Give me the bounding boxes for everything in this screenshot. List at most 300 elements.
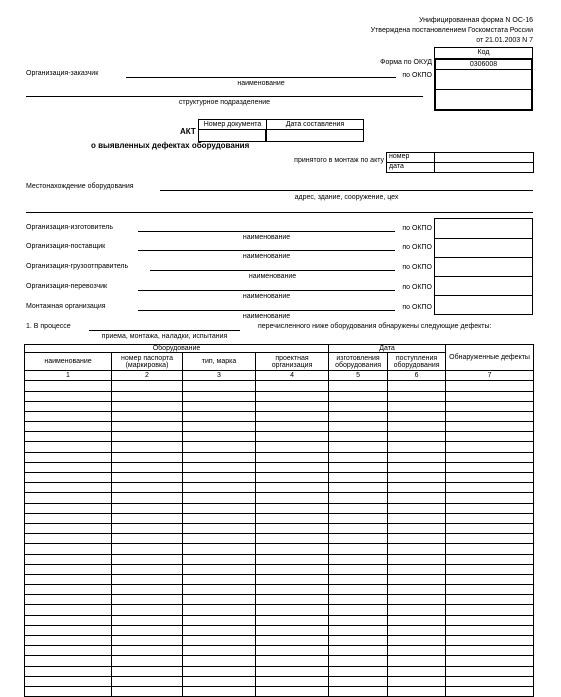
table-row (25, 666, 534, 676)
table-cell[interactable] (329, 513, 388, 523)
code-label: Код (477, 49, 490, 57)
customer-name-line[interactable] (126, 77, 396, 78)
table-cell[interactable] (329, 574, 388, 584)
table-cell[interactable] (25, 615, 112, 625)
table-cell[interactable] (183, 493, 256, 503)
doc-number-field[interactable] (199, 130, 267, 141)
table-cell[interactable] (25, 391, 112, 401)
install-number-field[interactable] (435, 153, 533, 162)
table-cell[interactable] (25, 686, 112, 696)
table-row (25, 605, 534, 615)
table-cell[interactable] (112, 432, 183, 442)
table-cell[interactable] (256, 605, 329, 615)
table-cell[interactable] (25, 646, 112, 656)
form-title: Унифицированная форма N ОС-16 (419, 17, 533, 24)
table-cell[interactable] (446, 473, 534, 483)
table-cell[interactable] (112, 442, 183, 452)
table-row (25, 442, 534, 452)
table-cell[interactable] (388, 493, 446, 503)
table-cell[interactable] (25, 636, 112, 646)
table-cell[interactable] (329, 534, 388, 544)
table-cell[interactable] (446, 534, 534, 544)
location-line[interactable] (160, 190, 533, 191)
table-cell[interactable] (25, 544, 112, 554)
install-date-field[interactable] (435, 163, 533, 172)
org-shipper-okpo-label: по ОКПО (402, 264, 432, 271)
table-cell[interactable] (256, 534, 329, 544)
table-cell[interactable] (446, 483, 534, 493)
table-cell[interactable] (329, 544, 388, 554)
table-cell[interactable] (256, 646, 329, 656)
table-cell[interactable] (256, 432, 329, 442)
table-cell[interactable] (112, 534, 183, 544)
table-cell[interactable] (112, 473, 183, 483)
customer-dept-line[interactable] (26, 96, 423, 97)
table-cell[interactable] (388, 513, 446, 523)
table-cell[interactable] (183, 605, 256, 615)
date-group-header: Дата (329, 345, 446, 353)
table-cell[interactable] (183, 646, 256, 656)
doc-number-header: Номер документа (199, 120, 267, 130)
table-cell[interactable] (388, 432, 446, 442)
table-cell[interactable] (183, 452, 256, 462)
org-manufacturer-label: Организация-изготовитель (26, 224, 113, 231)
table-row (25, 493, 534, 503)
table-cell[interactable] (183, 615, 256, 625)
act-subtitle: о выявленных дефектах оборудования (91, 141, 250, 150)
table-cell[interactable] (25, 473, 112, 483)
table-cell[interactable] (256, 615, 329, 625)
table-cell[interactable] (388, 656, 446, 666)
table-cell[interactable] (388, 585, 446, 595)
table-cell[interactable] (388, 411, 446, 421)
table-cell[interactable] (388, 595, 446, 605)
doc-date-header: Дата составления (267, 120, 363, 130)
table-cell[interactable] (25, 432, 112, 442)
table-cell[interactable] (329, 432, 388, 442)
table-cell[interactable] (256, 422, 329, 432)
defects-header: Обнаруженные дефекты (446, 345, 534, 371)
table-cell[interactable] (329, 564, 388, 574)
install-date-label: дата (389, 163, 404, 170)
table-cell[interactable] (446, 564, 534, 574)
table-cell[interactable] (446, 391, 534, 401)
table-cell[interactable] (256, 503, 329, 513)
table-cell[interactable] (388, 503, 446, 513)
table-cell[interactable] (25, 513, 112, 523)
table-cell[interactable] (446, 544, 534, 554)
table-cell[interactable] (329, 646, 388, 656)
table-cell[interactable] (112, 544, 183, 554)
table-cell[interactable] (256, 493, 329, 503)
org-okpo-divider (435, 238, 532, 239)
table-cell[interactable] (256, 595, 329, 605)
table-cell[interactable] (25, 422, 112, 432)
table-cell[interactable] (183, 534, 256, 544)
table-cell[interactable] (388, 554, 446, 564)
org-installer-caption: наименование (242, 313, 291, 320)
code-header-cell (434, 47, 533, 58)
approval-note: Утверждена постановлением Госкомстата России (370, 27, 533, 34)
table-cell[interactable] (183, 432, 256, 442)
table-row (25, 595, 534, 605)
table-row (25, 503, 534, 513)
table-cell[interactable] (388, 442, 446, 452)
table-cell[interactable] (25, 554, 112, 564)
org-installer-line[interactable] (138, 310, 395, 311)
col-passport-header: номер паспорта (маркировка) (112, 353, 183, 371)
table-cell[interactable] (25, 462, 112, 472)
table-cell[interactable] (256, 686, 329, 696)
table-cell[interactable] (183, 564, 256, 574)
table-cell[interactable] (329, 636, 388, 646)
col-number: 6 (388, 371, 446, 381)
table-cell[interactable] (25, 595, 112, 605)
table-cell[interactable] (446, 686, 534, 696)
table-cell[interactable] (112, 452, 183, 462)
table-cell[interactable] (256, 473, 329, 483)
table-cell[interactable] (112, 493, 183, 503)
table-cell[interactable] (112, 483, 183, 493)
table-cell[interactable] (388, 676, 446, 686)
org-manufacturer-line[interactable] (138, 231, 395, 232)
table-cell[interactable] (256, 656, 329, 666)
table-cell[interactable] (446, 462, 534, 472)
table-cell[interactable] (25, 523, 112, 533)
table-cell[interactable] (446, 554, 534, 564)
table-cell[interactable] (388, 544, 446, 554)
table-cell[interactable] (256, 442, 329, 452)
table-cell[interactable] (388, 625, 446, 635)
table-cell[interactable] (446, 574, 534, 584)
table-cell[interactable] (388, 391, 446, 401)
table-cell[interactable] (329, 625, 388, 635)
table-cell[interactable] (25, 585, 112, 595)
table-cell[interactable] (183, 513, 256, 523)
table-cell[interactable] (183, 676, 256, 686)
table-cell[interactable] (25, 411, 112, 421)
customer-dept-code[interactable] (436, 90, 531, 109)
table-cell[interactable] (25, 483, 112, 493)
table-cell[interactable] (388, 534, 446, 544)
table-row (25, 473, 534, 483)
table-row (25, 676, 534, 686)
table-cell[interactable] (446, 605, 534, 615)
table-row (25, 686, 534, 696)
org-carrier-okpo-label: по ОКПО (402, 284, 432, 291)
customer-label: Организация-заказчик (26, 70, 99, 77)
table-cell[interactable] (112, 574, 183, 584)
table-cell[interactable] (446, 401, 534, 411)
table-row (25, 625, 534, 635)
table-cell[interactable] (25, 442, 112, 452)
org-okpo-divider (435, 257, 532, 258)
col-type-header: тип, марка (183, 353, 256, 371)
table-cell[interactable] (329, 422, 388, 432)
table-cell[interactable] (329, 686, 388, 696)
table-cell[interactable] (183, 411, 256, 421)
okud-label: Форма по ОКУД (380, 59, 432, 66)
table-cell[interactable] (112, 686, 183, 696)
table-cell[interactable] (25, 676, 112, 686)
org-installer-okpo-label: по ОКПО (402, 304, 432, 311)
table-cell[interactable] (183, 523, 256, 533)
table-cell[interactable] (25, 625, 112, 635)
table-cell[interactable] (446, 646, 534, 656)
table-cell[interactable] (25, 452, 112, 462)
table-cell[interactable] (388, 615, 446, 625)
doc-date-field[interactable] (267, 130, 363, 141)
table-cell[interactable] (329, 401, 388, 411)
table-row (25, 411, 534, 421)
table-cell[interactable] (183, 401, 256, 411)
table-row (25, 544, 534, 554)
table-cell[interactable] (112, 513, 183, 523)
table-cell[interactable] (329, 411, 388, 421)
table-cell[interactable] (183, 595, 256, 605)
table-cell[interactable] (112, 462, 183, 472)
org-shipper-line[interactable] (150, 270, 395, 271)
col-arrival-date-header: поступления оборудования (388, 353, 446, 371)
customer-okpo-label: по ОКПО (402, 72, 432, 79)
process-caption: приема, монтажа, наладки, испытания (101, 333, 228, 340)
table-cell[interactable] (112, 656, 183, 666)
table-cell[interactable] (183, 554, 256, 564)
table-row (25, 636, 534, 646)
table-cell[interactable] (446, 585, 534, 595)
table-cell[interactable] (329, 666, 388, 676)
table-cell[interactable] (112, 391, 183, 401)
table-cell[interactable] (112, 605, 183, 615)
table-cell[interactable] (388, 636, 446, 646)
table-cell[interactable] (256, 564, 329, 574)
table-cell[interactable] (183, 585, 256, 595)
table-cell[interactable] (25, 503, 112, 513)
table-cell[interactable] (112, 666, 183, 676)
table-cell[interactable] (329, 473, 388, 483)
table-cell[interactable] (112, 381, 183, 391)
org-carrier-label: Организация-перевозчик (26, 283, 108, 290)
table-cell[interactable] (388, 666, 446, 676)
okud-value[interactable]: 0306008 (436, 60, 531, 70)
table-cell[interactable] (112, 595, 183, 605)
table-cell[interactable] (329, 585, 388, 595)
table-cell[interactable] (112, 422, 183, 432)
defects-table (24, 344, 534, 697)
table-cell[interactable] (256, 544, 329, 554)
table-cell[interactable] (256, 462, 329, 472)
table-cell[interactable] (256, 523, 329, 533)
table-cell[interactable] (388, 483, 446, 493)
table-cell[interactable] (112, 585, 183, 595)
table-cell[interactable] (183, 381, 256, 391)
table-cell[interactable] (112, 676, 183, 686)
location-label: Местонахождение оборудования (26, 183, 134, 190)
table-cell[interactable] (112, 523, 183, 533)
table-cell[interactable] (388, 462, 446, 472)
table-row (25, 452, 534, 462)
table-cell[interactable] (388, 401, 446, 411)
table-cell[interactable] (183, 686, 256, 696)
table-cell[interactable] (446, 595, 534, 605)
col-number: 2 (112, 371, 183, 381)
table-cell[interactable] (112, 554, 183, 564)
table-row (25, 564, 534, 574)
table-cell[interactable] (388, 646, 446, 656)
col-design-org-header: проектная организация (256, 353, 329, 371)
codes-box (434, 58, 533, 111)
table-cell[interactable] (388, 564, 446, 574)
table-cell[interactable] (446, 432, 534, 442)
table-cell[interactable] (183, 636, 256, 646)
table-cell[interactable] (112, 401, 183, 411)
col-name-header: наименование (25, 353, 112, 371)
table-cell[interactable] (112, 564, 183, 574)
table-cell[interactable] (256, 625, 329, 635)
table-row (25, 483, 534, 493)
table-cell[interactable] (183, 544, 256, 554)
table-cell[interactable] (256, 381, 329, 391)
table-cell[interactable] (329, 442, 388, 452)
table-cell[interactable] (446, 513, 534, 523)
table-cell[interactable] (183, 666, 256, 676)
table-cell[interactable] (112, 503, 183, 513)
table-cell[interactable] (388, 473, 446, 483)
table-cell[interactable] (25, 493, 112, 503)
table-cell[interactable] (183, 391, 256, 401)
table-cell[interactable] (329, 676, 388, 686)
table-cell[interactable] (183, 483, 256, 493)
org-installer-label: Монтажная организация (26, 303, 106, 310)
table-cell[interactable] (256, 513, 329, 523)
table-cell[interactable] (446, 615, 534, 625)
table-cell[interactable] (388, 523, 446, 533)
table-cell[interactable] (446, 452, 534, 462)
table-cell[interactable] (256, 585, 329, 595)
table-cell[interactable] (25, 534, 112, 544)
table-cell[interactable] (329, 503, 388, 513)
table-cell[interactable] (25, 605, 112, 615)
table-cell[interactable] (446, 666, 534, 676)
table-cell[interactable] (329, 523, 388, 533)
process-line[interactable] (89, 330, 240, 331)
table-cell[interactable] (446, 493, 534, 503)
org-supplier-line[interactable] (138, 250, 395, 251)
table-row (25, 554, 534, 564)
table-cell[interactable] (329, 391, 388, 401)
org-manufacturer-caption: наименование (242, 234, 291, 241)
table-cell[interactable] (446, 381, 534, 391)
table-cell[interactable] (388, 686, 446, 696)
table-cell[interactable] (388, 574, 446, 584)
table-cell[interactable] (183, 462, 256, 472)
table-cell[interactable] (446, 411, 534, 421)
table-cell[interactable] (329, 493, 388, 503)
table-cell[interactable] (329, 605, 388, 615)
table-body (25, 381, 534, 697)
table-row (25, 513, 534, 523)
table-cell[interactable] (183, 503, 256, 513)
table-row (25, 432, 534, 442)
org-carrier-caption: наименование (242, 293, 291, 300)
table-cell[interactable] (25, 401, 112, 411)
table-cell[interactable] (446, 656, 534, 666)
table-cell[interactable] (446, 523, 534, 533)
table-cell[interactable] (25, 381, 112, 391)
table-cell[interactable] (112, 411, 183, 421)
table-cell[interactable] (388, 452, 446, 462)
col-number: 1 (25, 371, 112, 381)
org-shipper-caption: наименование (248, 273, 297, 280)
table-cell[interactable] (256, 452, 329, 462)
table-cell[interactable] (25, 666, 112, 676)
table-cell[interactable] (446, 422, 534, 432)
table-cell[interactable] (256, 401, 329, 411)
table-cell[interactable] (446, 503, 534, 513)
table-row (25, 534, 534, 544)
table-cell[interactable] (329, 656, 388, 666)
table-cell[interactable] (256, 483, 329, 493)
table-cell[interactable] (183, 656, 256, 666)
table-cell[interactable] (25, 656, 112, 666)
table-cell[interactable] (446, 442, 534, 452)
table-cell[interactable] (256, 411, 329, 421)
org-okpo-box (434, 218, 533, 315)
location-line-2[interactable] (26, 212, 533, 213)
table-cell[interactable] (183, 442, 256, 452)
table-row (25, 646, 534, 656)
table-cell[interactable] (25, 574, 112, 584)
table-cell[interactable] (329, 615, 388, 625)
table-cell[interactable] (183, 625, 256, 635)
table-cell[interactable] (256, 554, 329, 564)
table-cell[interactable] (112, 646, 183, 656)
table-cell[interactable] (329, 595, 388, 605)
table-cell[interactable] (183, 422, 256, 432)
table-cell[interactable] (329, 483, 388, 493)
table-cell[interactable] (388, 381, 446, 391)
table-cell[interactable] (329, 554, 388, 564)
org-supplier-okpo-label: по ОКПО (402, 244, 432, 251)
table-cell[interactable] (256, 666, 329, 676)
table-cell[interactable] (183, 574, 256, 584)
table-row (25, 656, 534, 666)
table-cell[interactable] (25, 564, 112, 574)
table-cell[interactable] (256, 676, 329, 686)
customer-okpo-value[interactable] (436, 70, 531, 90)
table-cell[interactable] (112, 636, 183, 646)
table-cell[interactable] (446, 676, 534, 686)
table-cell[interactable] (329, 462, 388, 472)
table-cell[interactable] (446, 636, 534, 646)
table-cell[interactable] (183, 473, 256, 483)
table-cell[interactable] (329, 452, 388, 462)
org-carrier-line[interactable] (138, 290, 395, 291)
table-cell[interactable] (388, 422, 446, 432)
table-cell[interactable] (112, 615, 183, 625)
table-cell[interactable] (112, 625, 183, 635)
col-manufacture-date-header: изготовления оборудования (329, 353, 388, 371)
table-cell[interactable] (388, 605, 446, 615)
table-cell[interactable] (256, 391, 329, 401)
table-cell[interactable] (329, 381, 388, 391)
table-cell[interactable] (256, 636, 329, 646)
org-supplier-label: Организация-поставщик (26, 243, 106, 250)
table-cell[interactable] (256, 574, 329, 584)
table-row (25, 422, 534, 432)
location-caption: адрес, здание, сооружение, цех (294, 194, 399, 201)
table-cell[interactable] (446, 625, 534, 635)
